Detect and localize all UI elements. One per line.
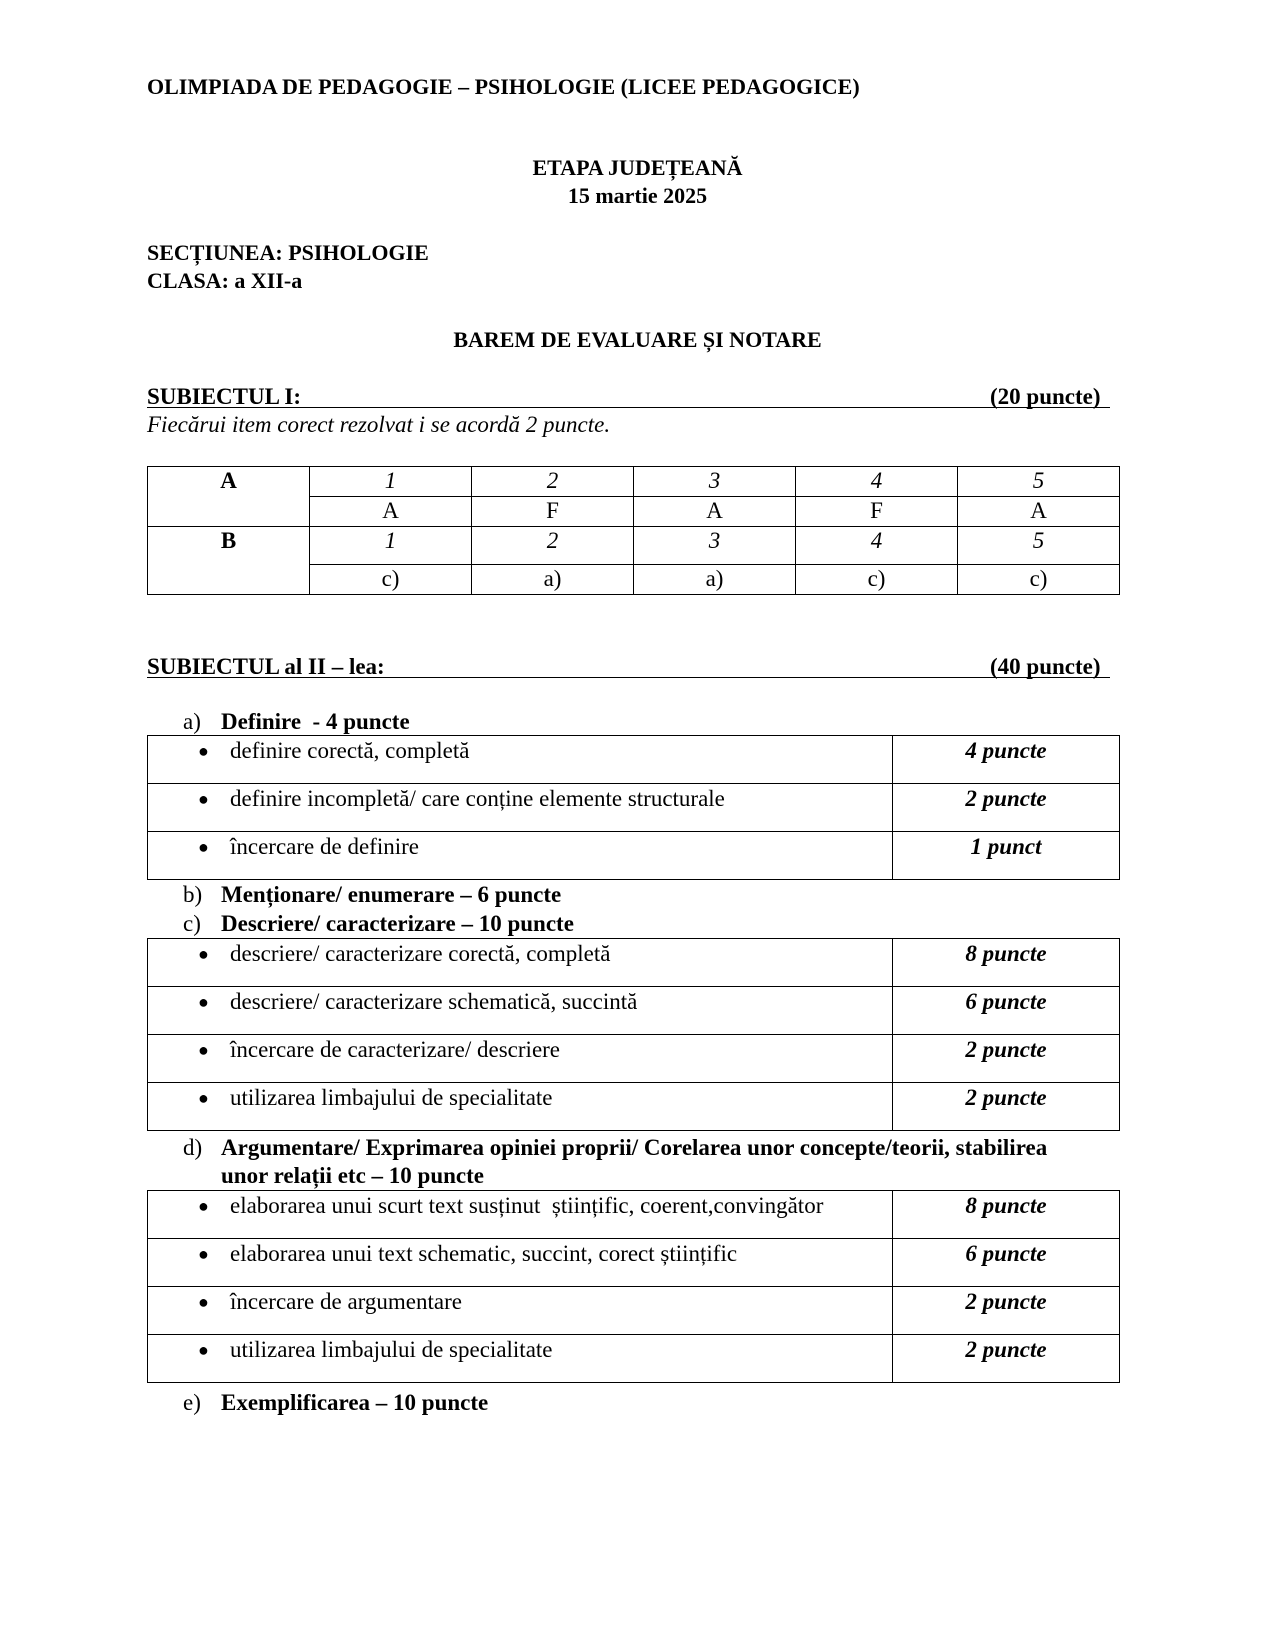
olympiad-title: OLIMPIADA DE PEDAGOGIE – PSIHOLOGIE (LICEE PEDAGOGICE) [147, 74, 860, 99]
criterion-points: 2 puncte [893, 784, 1120, 832]
criterion-text: elaborarea unui scurt text susținut științific, coerent,convingător [230, 1193, 824, 1218]
criterion-cell [148, 832, 893, 880]
row-a-answer: F [472, 497, 634, 527]
criterion-cell [148, 736, 893, 784]
subject1-answer-table [147, 466, 1120, 595]
criterion-text: descriere/ caracterizare schematică, succintă [230, 989, 638, 1014]
row-b-answer: c) [958, 565, 1120, 595]
subject1-label: SUBIECTUL I: [147, 384, 302, 409]
bullet-icon: ● [198, 1088, 209, 1108]
subject1-note: Fiecărui item corect rezolvat i se acordă 2 puncte. [147, 412, 611, 437]
criterion-text: definire corectă, completă [230, 738, 470, 763]
row-b-answer: a) [472, 565, 634, 595]
criterion-text: elaborarea unui text schematic, succint, corect științific [230, 1241, 738, 1266]
criterion-cell [148, 784, 893, 832]
subject1-underline [147, 407, 1110, 408]
criterion-text: descriere/ caracterizare corectă, completă [230, 941, 611, 966]
row-a-number: 1 [310, 467, 472, 497]
criterion-text: definire incompletă/ care conține elemente structurale [230, 786, 725, 811]
page-title: BAREM DE EVALUARE ȘI NOTARE [453, 327, 822, 352]
criterion-text: încercare de caracterizare/ descriere [230, 1037, 561, 1062]
criterion-points: 8 puncte [893, 939, 1120, 987]
row-b-answer: c) [310, 565, 472, 595]
bullet-icon: ● [198, 1340, 209, 1360]
item-c-title: Descriere/ caracterizare – 10 puncte [221, 911, 574, 936]
row-b-label: B [148, 527, 310, 595]
stage-title: ETAPA JUDEȚEANĂ [532, 155, 743, 180]
bullet-icon: ● [198, 741, 209, 761]
criterion-cell [148, 1239, 893, 1287]
item-a-criteria-table [147, 735, 1120, 880]
criterion-points: 1 punct [893, 832, 1120, 880]
criterion-points: 4 puncte [893, 736, 1120, 784]
row-b-number: 5 [958, 527, 1120, 565]
criterion-cell [148, 1191, 893, 1239]
bullet-icon: ● [198, 1040, 209, 1060]
subject2-label: SUBIECTUL al II – lea: [147, 654, 385, 679]
row-a-answer: F [796, 497, 958, 527]
criterion-cell [148, 939, 893, 987]
criterion-text: încercare de definire [230, 834, 419, 859]
item-a-title: Definire - 4 puncte [221, 709, 410, 734]
row-a-answer: A [634, 497, 796, 527]
section-label: SECȚIUNEA: PSIHOLOGIE [147, 240, 429, 265]
criterion-points: 2 puncte [893, 1035, 1120, 1083]
criterion-points: 2 puncte [893, 1287, 1120, 1335]
criterion-cell [148, 1083, 893, 1131]
subject2-points: (40 puncte) [990, 654, 1101, 679]
criterion-points: 8 puncte [893, 1191, 1120, 1239]
item-c-letter: c) [183, 911, 201, 936]
item-d-title-line2: unor relații etc – 10 puncte [221, 1163, 484, 1188]
bullet-icon: ● [198, 992, 209, 1012]
row-a-answer: A [958, 497, 1120, 527]
subject2-underline [147, 677, 1110, 678]
item-d-letter: d) [183, 1135, 203, 1160]
criterion-cell [148, 1035, 893, 1083]
criterion-cell [148, 1335, 893, 1383]
criterion-points: 2 puncte [893, 1335, 1120, 1383]
item-d-criteria-table [147, 1190, 1120, 1383]
row-a-number: 3 [634, 467, 796, 497]
row-a-number: 2 [472, 467, 634, 497]
row-b-number: 3 [634, 527, 796, 565]
row-b-answer: c) [796, 565, 958, 595]
criterion-cell [148, 987, 893, 1035]
item-e-letter: e) [183, 1390, 201, 1415]
item-c-criteria-table [147, 938, 1120, 1131]
item-d-title-line1: Argumentare/ Exprimarea opiniei proprii/ Corelarea unor concepte/teorii, stabilirea [221, 1135, 1048, 1160]
row-b-number: 1 [310, 527, 472, 565]
criterion-cell [148, 1287, 893, 1335]
criterion-points: 2 puncte [893, 1083, 1120, 1131]
criterion-points: 6 puncte [893, 1239, 1120, 1287]
row-b-number: 4 [796, 527, 958, 565]
subject1-points: (20 puncte) [990, 384, 1101, 409]
bullet-icon: ● [198, 837, 209, 857]
item-b-title: Menționare/ enumerare – 6 puncte [221, 882, 562, 907]
criterion-text: utilizarea limbajului de specialitate [230, 1085, 553, 1110]
bullet-icon: ● [198, 789, 209, 809]
bullet-icon: ● [198, 1244, 209, 1264]
criterion-text: încercare de argumentare [230, 1289, 462, 1314]
row-a-answer: A [310, 497, 472, 527]
bullet-icon: ● [198, 944, 209, 964]
exam-date: 15 martie 2025 [567, 183, 708, 208]
class-label: CLASA: a XII-a [147, 268, 303, 293]
bullet-icon: ● [198, 1196, 209, 1216]
item-e-title: Exemplificarea – 10 puncte [221, 1390, 489, 1415]
bullet-icon: ● [198, 1292, 209, 1312]
item-b-letter: b) [183, 882, 203, 907]
row-a-number: 4 [796, 467, 958, 497]
row-b-number: 2 [472, 527, 634, 565]
criterion-text: utilizarea limbajului de specialitate [230, 1337, 553, 1362]
criterion-points: 6 puncte [893, 987, 1120, 1035]
row-b-answer: a) [634, 565, 796, 595]
item-a-letter: a) [183, 709, 201, 734]
row-a-number: 5 [958, 467, 1120, 497]
row-a-label: A [148, 467, 310, 527]
